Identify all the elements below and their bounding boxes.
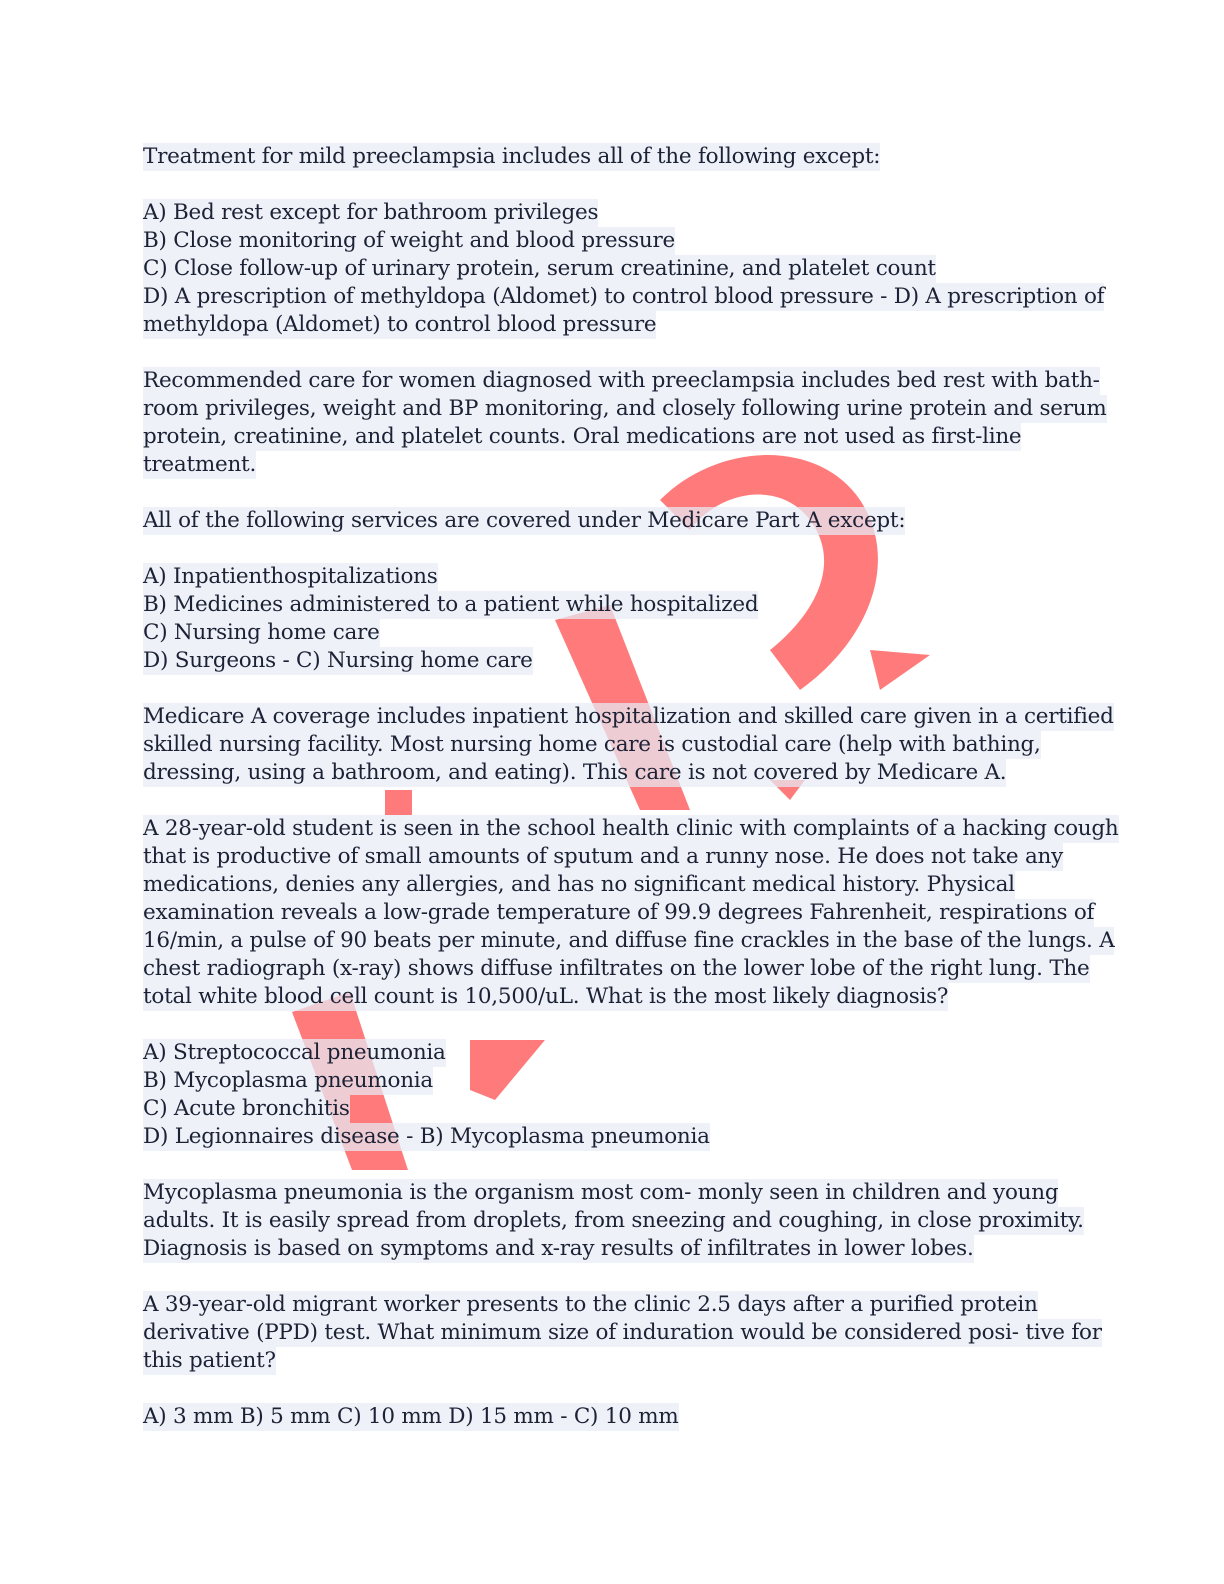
text-line: A) 3 mm B) 5 mm C) 10 mm D) 15 mm - C) 10 mm <box>143 1404 679 1429</box>
text-line: B) Close monitoring of weight and blood pressure <box>143 228 676 253</box>
text-line: dressing, using a bathroom, and eating). This care is not covered by Medicare A. <box>143 760 1007 785</box>
blank-line <box>143 339 1078 367</box>
document-body <box>143 143 1119 1431</box>
blank-line <box>143 1011 1078 1039</box>
text-line: Medicare A coverage includes inpatient hospitalization and skilled care given in a certified <box>143 704 1114 729</box>
text-line: total white blood cell count is 10,500/uL. What is the most likely diagnosis? <box>143 984 949 1009</box>
blank-line <box>143 535 1078 563</box>
text-line: 16/min, a pulse of 90 beats per minute, and diffuse fine crackles in the base of the lungs. A <box>143 928 1115 953</box>
text-line: Diagnosis is based on symptoms and x-ray results of infiltrates in lower lobes. <box>143 1236 974 1261</box>
text-line: B) Mycoplasma pneumonia <box>143 1068 434 1093</box>
text-line: skilled nursing facility. Most nursing home care is custodial care (help with bathing, <box>143 732 1041 757</box>
text-line: chest radiograph (x-ray) shows diffuse infiltrates on the lower lobe of the right lung. The <box>143 956 1090 981</box>
text-line: A 39-year-old migrant worker presents to the clinic 2.5 days after a purified protein <box>143 1292 1038 1317</box>
blank-line <box>143 1263 1078 1291</box>
text-line: examination reveals a low-grade temperature of 99.9 degrees Fahrenheit, respirations of <box>143 900 1095 925</box>
text-line: Recommended care for women diagnosed with preeclampsia includes bed rest with bath- <box>143 368 1100 393</box>
text-line: methyldopa (Aldomet) to control blood pressure <box>143 312 657 337</box>
text-line: D) A prescription of methyldopa (Aldomet) to control blood pressure - D) A prescription of <box>143 284 1105 309</box>
text-line: derivative (PPD) test. What minimum size of induration would be considered posi- tive for <box>143 1320 1102 1345</box>
text-line: All of the following services are covered under Medicare Part A except: <box>143 508 906 533</box>
blank-line <box>143 1151 1078 1179</box>
text-line: treatment. <box>143 452 257 477</box>
text-line: A) Streptococcal pneumonia <box>143 1040 446 1065</box>
text-line: Treatment for mild preeclampsia includes all of the following except: <box>143 144 881 169</box>
text-line: that is productive of small amounts of sputum and a runny nose. He does not take any <box>143 844 1064 869</box>
text-line: this patient? <box>143 1348 276 1373</box>
text-line: C) Nursing home care <box>143 620 380 645</box>
text-line: protein, creatinine, and platelet counts. Oral medications are not used as first-line <box>143 424 1022 449</box>
blank-line <box>143 171 1078 199</box>
blank-line <box>143 787 1078 815</box>
text-line: D) Legionnaires disease - B) Mycoplasma pneumonia <box>143 1124 710 1149</box>
text-line: B) Medicines administered to a patient while hospitalized <box>143 592 759 617</box>
text-line: medications, denies any allergies, and has no significant medical history. Physical <box>143 872 1015 897</box>
text-line: room privileges, weight and BP monitoring, and closely following urine protein and serum <box>143 396 1107 421</box>
blank-line <box>143 675 1078 703</box>
text-line: A 28-year-old student is seen in the school health clinic with complaints of a hacking cough <box>143 816 1119 841</box>
text-line: A) Bed rest except for bathroom privileges <box>143 200 599 225</box>
text-line: A) Inpatienthospitalizations <box>143 564 438 589</box>
text-line: adults. It is easily spread from droplets, from sneezing and coughing, in close proximity. <box>143 1208 1084 1233</box>
blank-line <box>143 479 1078 507</box>
text-line: C) Acute bronchitis <box>143 1096 350 1121</box>
blank-line <box>143 1375 1078 1403</box>
text-line: Mycoplasma pneumonia is the organism most com- monly seen in children and young <box>143 1180 1059 1205</box>
text-line: D) Surgeons - C) Nursing home care <box>143 648 533 673</box>
text-line: C) Close follow-up of urinary protein, serum creatinine, and platelet count <box>143 256 936 281</box>
